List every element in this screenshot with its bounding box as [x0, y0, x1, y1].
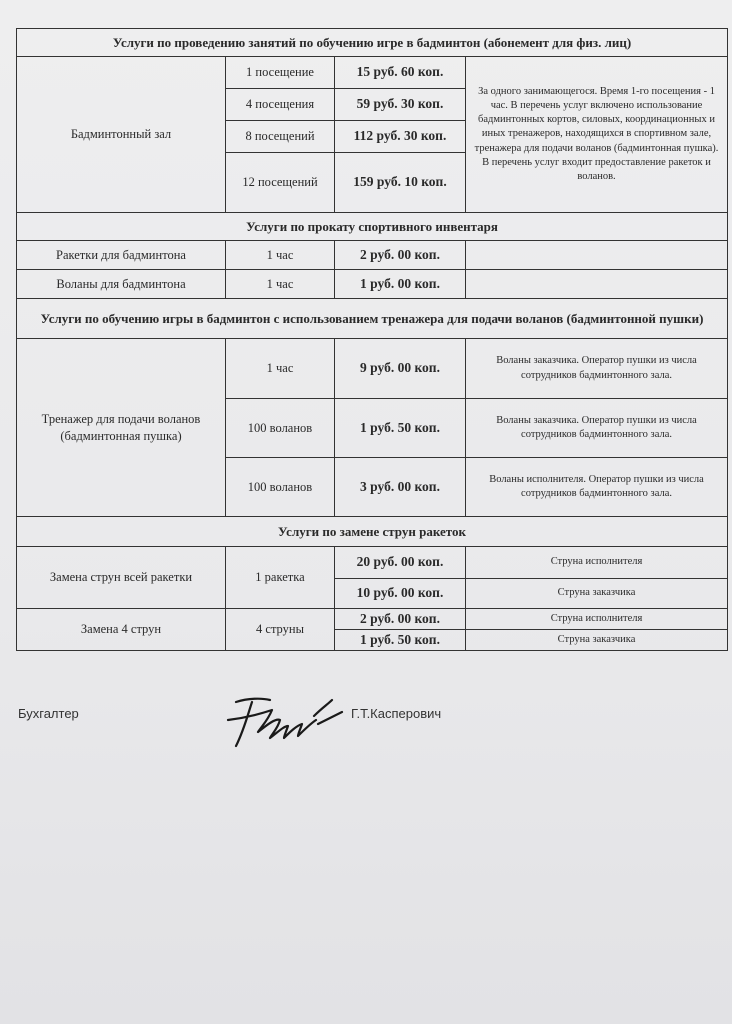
note-cell: Воланы заказчика. Оператор пушки из числа сотрудников бадминтонного зала. — [466, 339, 728, 399]
price-cell: 1 руб. 50 коп. — [335, 399, 466, 458]
signer-role: Бухгалтер — [18, 706, 79, 721]
price-cell: 2 руб. 00 коп. — [335, 609, 466, 630]
table-row — [17, 57, 728, 89]
quantity-cell: 1 ракетка — [226, 547, 335, 609]
quantity-cell: 8 посещений — [226, 121, 335, 153]
signer-name: Г.Т.Касперович — [351, 706, 442, 721]
quantity-cell: 1 час — [226, 339, 335, 399]
quantity-cell: 12 посещений — [226, 153, 335, 213]
signature-block — [18, 690, 718, 770]
price-cell: 15 руб. 60 коп. — [335, 57, 466, 89]
price-cell: 10 руб. 00 коп. — [335, 579, 466, 609]
service-name: Воланы для бадминтона — [17, 270, 226, 299]
price-cell: 9 руб. 00 коп. — [335, 339, 466, 399]
note-cell: Воланы исполнителя. Оператор пушки из числа сотрудников бадминтонного зала. — [466, 458, 728, 517]
service-name: Замена струн всей ракетки — [17, 547, 226, 609]
table-row — [17, 547, 728, 579]
price-cell: 59 руб. 30 коп. — [335, 89, 466, 121]
price-cell: 1 руб. 00 коп. — [335, 270, 466, 299]
note-cell — [466, 241, 728, 270]
note-cell: Струна заказчика — [466, 630, 728, 651]
price-cell: 112 руб. 30 коп. — [335, 121, 466, 153]
quantity-cell: 1 час — [226, 270, 335, 299]
service-name: Тренажер для подачи воланов (бадминтонная пушка) — [17, 339, 226, 517]
note-cell — [466, 270, 728, 299]
price-list — [16, 28, 727, 651]
table-row — [17, 609, 728, 630]
section-header-trainer — [17, 299, 728, 339]
section-title: Услуги по обучению игры в бадминтон с использованием тренажера для подачи воланов (бадминтонной пушки) — [17, 299, 728, 339]
price-cell: 20 руб. 00 коп. — [335, 547, 466, 579]
service-name: Замена 4 струн — [17, 609, 226, 651]
service-name: Ракетки для бадминтона — [17, 241, 226, 270]
quantity-cell: 1 посещение — [226, 57, 335, 89]
section-header-lessons — [17, 29, 728, 57]
section-header-strings — [17, 517, 728, 547]
price-cell: 2 руб. 00 коп. — [335, 241, 466, 270]
quantity-cell: 1 час — [226, 241, 335, 270]
section-header-rental — [17, 213, 728, 241]
quantity-cell: 100 воланов — [226, 458, 335, 517]
note-cell: Струна исполнителя — [466, 609, 728, 630]
table-row — [17, 339, 728, 399]
table-row — [17, 270, 728, 299]
price-table — [16, 28, 728, 651]
table-row — [17, 241, 728, 270]
section-title: Услуги по замене струн ракеток — [17, 517, 728, 547]
note-cell: Струна заказчика — [466, 579, 728, 609]
price-cell: 159 руб. 10 коп. — [335, 153, 466, 213]
note-cell: Воланы заказчика. Оператор пушки из числа сотрудников бадминтонного зала. — [466, 399, 728, 458]
section-title: Услуги по прокату спортивного инвентаря — [17, 213, 728, 241]
section-title: Услуги по проведению занятий по обучению игре в бадминтон (абонемент для физ. лиц) — [17, 29, 728, 57]
service-name: Бадминтонный зал — [17, 57, 226, 213]
note-cell: За одного занимающегося. Время 1-го посещения - 1 час. В перечень услуг включено использование бадминтонных кортов, силовых, координационных и иных тренажеров, находящихся в спортивном зале, тренажера для подачи воланов (бадминтонная пушка). В перечень услуг входит предоставление ракеток и воланов. — [466, 57, 728, 213]
price-cell: 1 руб. 50 коп. — [335, 630, 466, 651]
note-cell: Струна исполнителя — [466, 547, 728, 579]
quantity-cell: 4 посещения — [226, 89, 335, 121]
price-cell: 3 руб. 00 коп. — [335, 458, 466, 517]
handwritten-signature — [218, 690, 348, 760]
quantity-cell: 4 струны — [226, 609, 335, 651]
quantity-cell: 100 воланов — [226, 399, 335, 458]
